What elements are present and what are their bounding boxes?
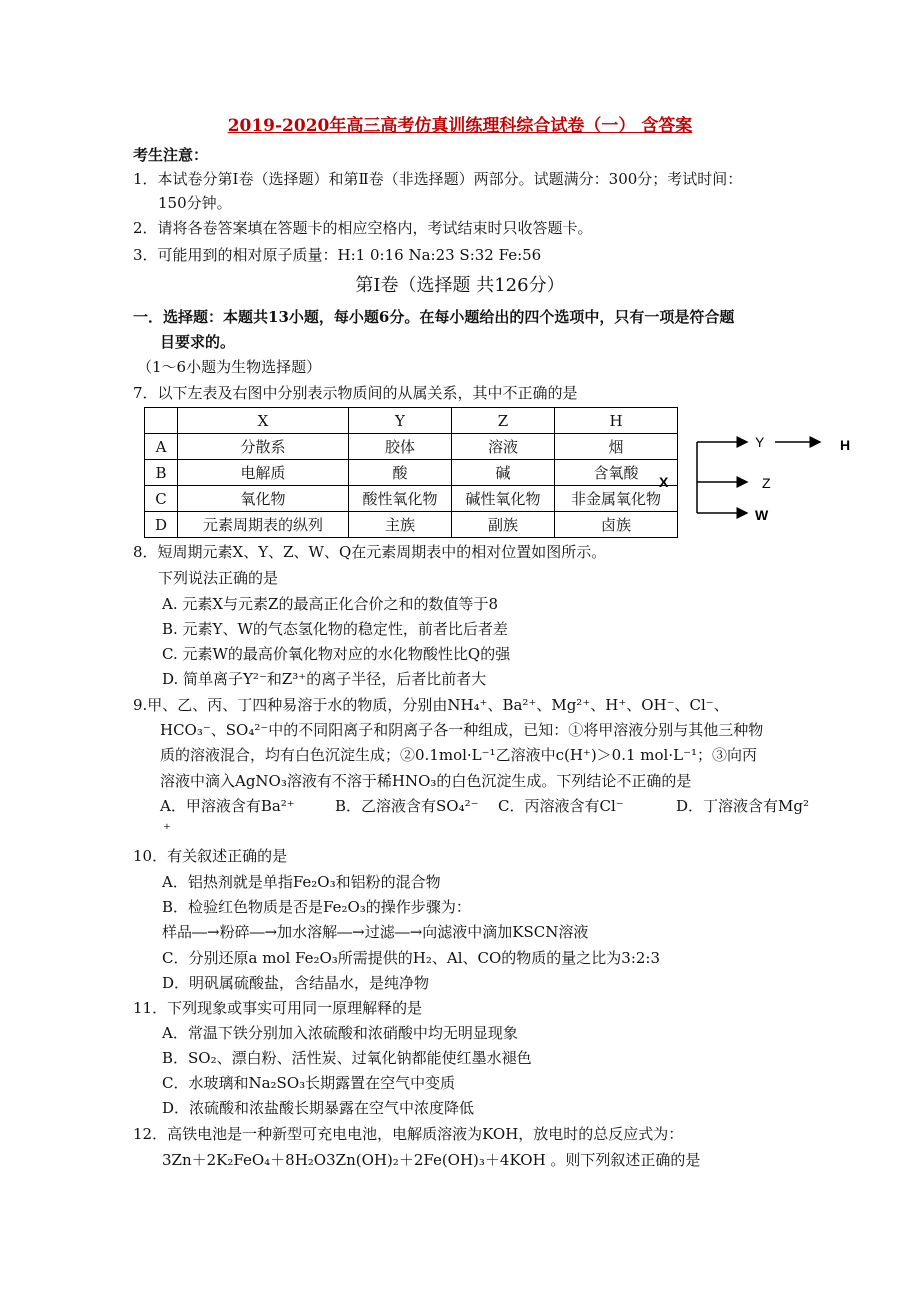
q7-table	[144, 407, 678, 538]
part1-heading: 一．选择题：本题共13小题，每小题6分。在每小题给出的四个选项中，只有一项是符合题	[133, 308, 735, 326]
q8-option-a: A. 元素X与元素Z的最高正化合价之和的数值等于8	[162, 595, 499, 613]
q12-stem: 12．高铁电池是一种新型可充电电池，电解质溶液为KOH，放电时的总反应式为：	[133, 1125, 684, 1143]
q11-stem: 11．下列现象或事实可用同一原理解释的是	[133, 999, 423, 1017]
section-title: 第Ⅰ卷（选择题 共126分）	[355, 275, 565, 296]
part1-heading-cont: 目要求的。	[160, 333, 236, 351]
table-cell: 烟	[555, 434, 678, 460]
q12-equation: 3Zn＋2K₂FeO₄＋8H₂O3Zn(OH)₂＋2Fe(OH)₃＋4KOH 。则下列叙述正确的是	[162, 1151, 701, 1169]
q8-stem: 8．短周期元素X、Y、Z、W、Q在元素周期表中的相对位置如图所示。	[133, 543, 607, 561]
diagram-label-z: Z	[762, 475, 771, 491]
q10-option-a: A．铝热剂就是单指Fe₂O₃和铝粉的混合物	[162, 873, 441, 891]
table-row	[145, 486, 678, 512]
table-cell: D	[145, 512, 178, 538]
table-header: Z	[452, 408, 555, 434]
q9-line: 溶液中滴入AgNO₃溶液有不溶于稀HNO₃的白色沉淀生成。下列结论不正确的是	[160, 772, 692, 790]
part1-note: （1～6小题为生物选择题）	[137, 358, 322, 376]
table-cell: 碱性氧化物	[452, 486, 555, 512]
table-cell: 含氧酸	[555, 460, 678, 486]
table-cell: 分散系	[178, 434, 349, 460]
q7-stem: 7．以下左表及右图中分别表示物质间的从属关系，其中不正确的是	[133, 384, 578, 402]
table-cell: 胶体	[349, 434, 452, 460]
table-header: Y	[349, 408, 452, 434]
q8-option-b: B. 元素Y、W的气态氢化物的稳定性，前者比后者差	[162, 620, 508, 638]
table-header: H	[555, 408, 678, 434]
q11-option-d: D．浓硫酸和浓盐酸长期暴露在空气中浓度降低	[162, 1099, 475, 1117]
q7-relation-diagram	[655, 420, 875, 530]
q9-option-c: C．丙溶液含有Cl⁻	[498, 797, 624, 815]
table-cell: C	[145, 486, 178, 512]
q10-option-d: D．明矾属硫酸盐，含结晶水，是纯净物	[162, 974, 430, 992]
table-cell: 主族	[349, 512, 452, 538]
q9-line: 9.甲、乙、丙、丁四种易溶于水的物质，分别由NH₄⁺、Ba²⁺、Mg²⁺、H⁺、OH⁻、Cl⁻、	[133, 696, 729, 714]
table-row	[145, 512, 678, 538]
q11-option-a: A．常温下铁分别加入浓硫酸和浓硝酸中均无明显现象	[162, 1024, 518, 1042]
notice-item: 2．请将各卷答案填在答题卡的相应空格内，考试结束时只收答题卡。	[133, 219, 593, 237]
table-cell: 碱	[452, 460, 555, 486]
q9-line: HCO₃⁻、SO₄²⁻中的不同阳离子和阴离子各一种组成，已知：①将甲溶液分别与其他三种物	[160, 721, 764, 739]
diagram-label-x: X	[659, 474, 669, 490]
q10-option-c: C．分别还原a mol Fe₂O₃所需提供的H₂、Al、CO的物质的量之比为3:2:3	[162, 949, 661, 967]
q9-option-d: D．丁溶液含有Mg²	[676, 797, 810, 815]
q10-option-b-steps: 样品―→粉碎―→加水溶解―→过滤―→向滤液中滴加KSCN溶液	[162, 923, 589, 941]
table-cell: 酸	[349, 460, 452, 486]
q9-option-a: A．甲溶液含有Ba²⁺	[160, 797, 295, 815]
table-cell: 卤族	[555, 512, 678, 538]
table-cell: B	[145, 460, 178, 486]
q9-line: 质的溶液混合，均有白色沉淀生成；②0.1mol·L⁻¹乙溶液中c(H⁺)＞0.1 mol·L⁻¹；③向丙	[160, 746, 758, 764]
notice-item: 1．本试卷分第Ⅰ卷（选择题）和第Ⅱ卷（非选择题）两部分。试题满分：300分；考试时间：	[133, 170, 743, 188]
table-row	[145, 434, 678, 460]
table-cell: A	[145, 434, 178, 460]
table-row	[145, 408, 678, 434]
q10-option-b: B．检验红色物质是否是Fe₂O₃的操作步骤为：	[162, 898, 471, 916]
diagram-label-h: H	[840, 437, 851, 453]
q8-option-c: C. 元素W的最高价氧化物对应的水化物酸性比Q的强	[162, 645, 511, 663]
table-row	[145, 460, 678, 486]
table-cell: 非金属氧化物	[555, 486, 678, 512]
table-cell: 酸性氧化物	[349, 486, 452, 512]
notice-item: 3．可能用到的相对原子质量：H:1 0:16 Na:23 S:32 Fe:56	[133, 246, 542, 264]
q10-stem: 10．有关叙述正确的是	[133, 847, 288, 865]
table-cell: 元素周期表的纵列	[178, 512, 349, 538]
page-title: 2019-2020年高三高考仿真训练理科综合试卷（一） 含答案	[227, 116, 693, 136]
table-cell: 副族	[452, 512, 555, 538]
q11-option-b: B．SO₂、漂白粉、活性炭、过氧化钠都能使红墨水褪色	[162, 1049, 532, 1067]
q9-option-b: B．乙溶液含有SO₄²⁻	[335, 797, 479, 815]
q9-option-d-tail: ⁺	[163, 820, 171, 838]
table-header: X	[178, 408, 349, 434]
q11-option-c: C．水玻璃和Na₂SO₃长期露置在空气中变质	[162, 1074, 456, 1092]
table-cell: 氧化物	[178, 486, 349, 512]
table-cell: 电解质	[178, 460, 349, 486]
table-cell	[145, 408, 178, 434]
q8-sub: 下列说法正确的是	[158, 569, 279, 587]
notice-heading: 考生注意：	[133, 146, 209, 164]
diagram-label-w: W	[755, 507, 769, 523]
notice-item: 150分钟。	[158, 194, 232, 212]
table-cell: 溶液	[452, 434, 555, 460]
q8-option-d: D. 简单离子Y²⁻和Z³⁺的离子半径，后者比前者大	[162, 670, 487, 688]
diagram-label-y: Y	[755, 434, 765, 450]
